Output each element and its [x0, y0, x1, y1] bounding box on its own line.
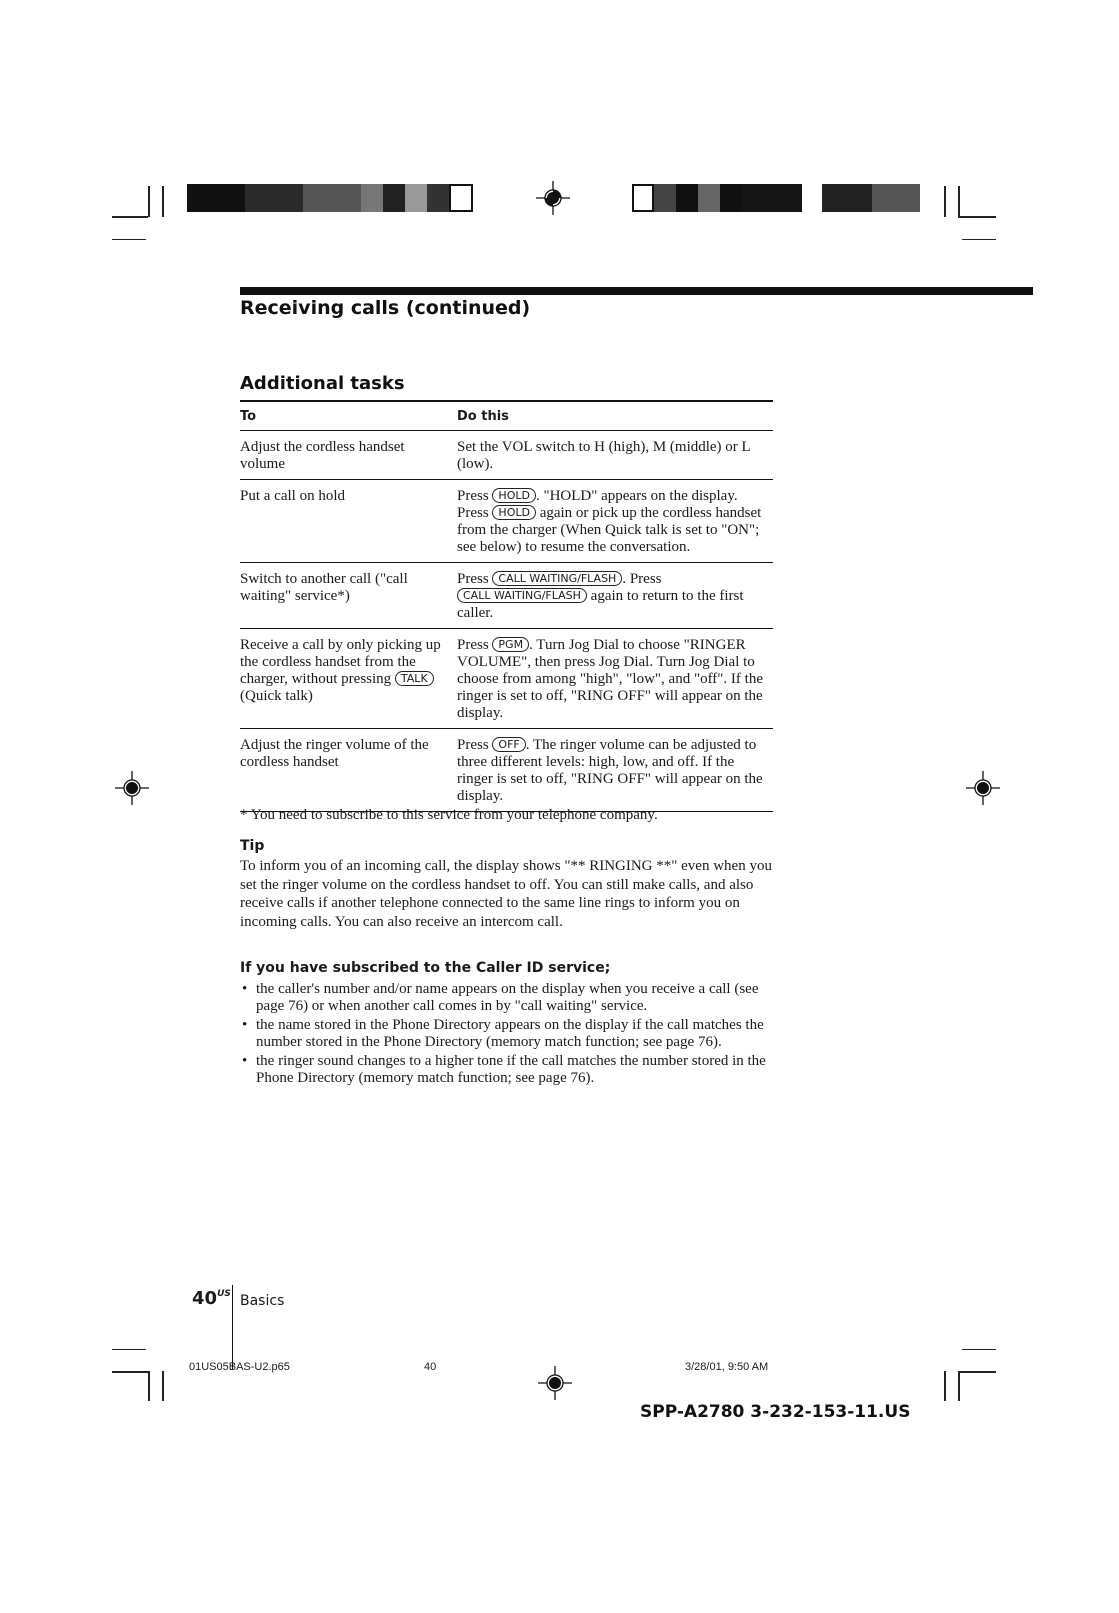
table-row — [240, 729, 773, 812]
section-title: Receiving calls (continued) — [240, 297, 531, 319]
header-rule — [240, 287, 1033, 295]
crop-mark — [162, 1371, 164, 1401]
tip-text: To inform you of an incoming call, the display shows "** RINGING **" even when you set the ringer volume on the cordless handset to off. You can still make calls, and also receive calls if another telephone connected to the same line rings to inform you on incoming calls. You can also receive an intercom call. — [240, 858, 772, 930]
service-footnote: * You need to subscribe to this service from your telephone company. — [240, 807, 658, 823]
key-call-waiting-flash-icon: CALL WAITING/FLASH — [457, 588, 587, 603]
task-description: Adjust the ringer volume of the cordless handset — [240, 729, 457, 812]
crop-mark — [944, 186, 946, 217]
crop-mark — [962, 239, 996, 240]
crop-mark — [148, 186, 150, 217]
table-header-row — [240, 401, 773, 431]
subsection-title: Additional tasks — [240, 373, 405, 394]
additional-tasks-table — [240, 400, 773, 812]
text-fragment: Receive a call by only picking up the cordless handset from the charger, without pressing — [240, 637, 441, 687]
key-hold-icon: HOLD — [492, 505, 536, 520]
text-fragment: Press — [457, 571, 493, 587]
crop-mark — [958, 216, 996, 218]
page-number — [192, 1288, 231, 1309]
print-file-name: 01US05BAS-U2.p65 — [189, 1361, 290, 1373]
print-date: 3/28/01, 9:50 AM — [685, 1361, 769, 1373]
caller-id-list — [240, 981, 780, 1089]
text-fragment: . Turn Jog Dial to choose "RINGER VOLUME", then press Jog Dial. Turn Jog Dial to choose from among "high", "low", and "off". If the ringer is set to off, "RING OFF" will appear on the display. — [457, 637, 763, 721]
text-fragment: Press — [457, 637, 493, 653]
list-item: • the ringer sound changes to a higher tone if the call matches the number stored in the Phone Directory (memory match function; see page 76). — [240, 1053, 780, 1087]
key-talk-icon: TALK — [395, 671, 434, 686]
list-item: • the name stored in the Phone Directory appears on the display if the call matches the number stored in the Phone Directory (memory match function; see page 76). — [240, 1017, 780, 1051]
text-fragment: again to return to the first caller. — [457, 588, 744, 621]
text-fragment: . The ringer volume can be adjusted to three different levels: high, low, and off. If the ringer is set to off, "RING OFF" will appear on the display. — [457, 737, 763, 804]
task-description — [240, 629, 457, 729]
column-header-do-this: Do this — [457, 401, 773, 431]
crop-mark — [944, 1371, 946, 1401]
task-instruction — [457, 431, 773, 480]
registration-bar-right — [632, 184, 920, 212]
text-fragment: again or pick up the cordless handset from the charger (When Quick talk is set to "ON"; see below) to resume the conversation. — [457, 505, 762, 555]
crop-mark — [112, 239, 146, 240]
key-off-icon: OFF — [492, 737, 525, 752]
task-description: Adjust the cordless handset volume — [240, 431, 457, 480]
text-fragment: Press — [457, 488, 493, 504]
text-fragment: Press — [457, 737, 493, 753]
task-instruction — [457, 563, 773, 629]
text-fragment: . "HOLD" appears on the display. Press — [457, 488, 738, 521]
crop-mark — [148, 1371, 150, 1401]
tip-heading: Tip — [240, 838, 265, 854]
registration-crosshair-icon — [538, 1366, 572, 1400]
table-row — [240, 629, 773, 729]
section-name: Basics — [240, 1293, 285, 1309]
crop-mark — [112, 216, 148, 218]
registration-crosshair-icon — [115, 771, 149, 805]
text-fragment: (Quick talk) — [240, 688, 313, 704]
crop-mark — [112, 1371, 148, 1373]
print-page-number: 40 — [424, 1361, 437, 1373]
text-fragment: . Press — [622, 571, 662, 587]
list-item: • the caller's number and/or name appears on the display when you receive a call (see page 76) or when another call comes in by "call waiting" service. — [240, 981, 780, 1015]
table-row — [240, 563, 773, 629]
task-description: Switch to another call ("call waiting" service*) — [240, 563, 457, 629]
task-description: Put a call on hold — [240, 480, 457, 563]
key-call-waiting-flash-icon: CALL WAITING/FLASH — [492, 571, 622, 586]
crop-mark — [958, 1371, 996, 1373]
page-number-value: 40 — [192, 1288, 218, 1309]
crop-mark — [162, 186, 164, 217]
caller-id-heading: If you have subscribed to the Caller ID service; — [240, 960, 611, 976]
key-hold-icon: HOLD — [492, 488, 536, 503]
key-pgm-icon: PGM — [492, 637, 529, 652]
column-header-to: To — [240, 401, 457, 431]
crop-mark — [958, 1371, 960, 1401]
footer-divider — [232, 1285, 233, 1370]
task-instruction — [457, 629, 773, 729]
crop-mark — [962, 1349, 996, 1350]
text-fragment: Set the VOL switch to H (high), M (middle) or L (low). — [457, 439, 751, 472]
registration-crosshair-icon — [536, 181, 570, 215]
page-number-suffix: US — [217, 1289, 231, 1299]
table-row — [240, 431, 773, 480]
model-code: SPP-A2780 3-232-153-11.US — [640, 1402, 911, 1422]
task-instruction — [457, 729, 773, 812]
task-instruction — [457, 480, 773, 563]
table-row — [240, 480, 773, 563]
crop-mark — [958, 186, 960, 217]
registration-bar-left — [187, 184, 473, 212]
registration-crosshair-icon — [966, 771, 1000, 805]
crop-mark — [112, 1349, 146, 1350]
